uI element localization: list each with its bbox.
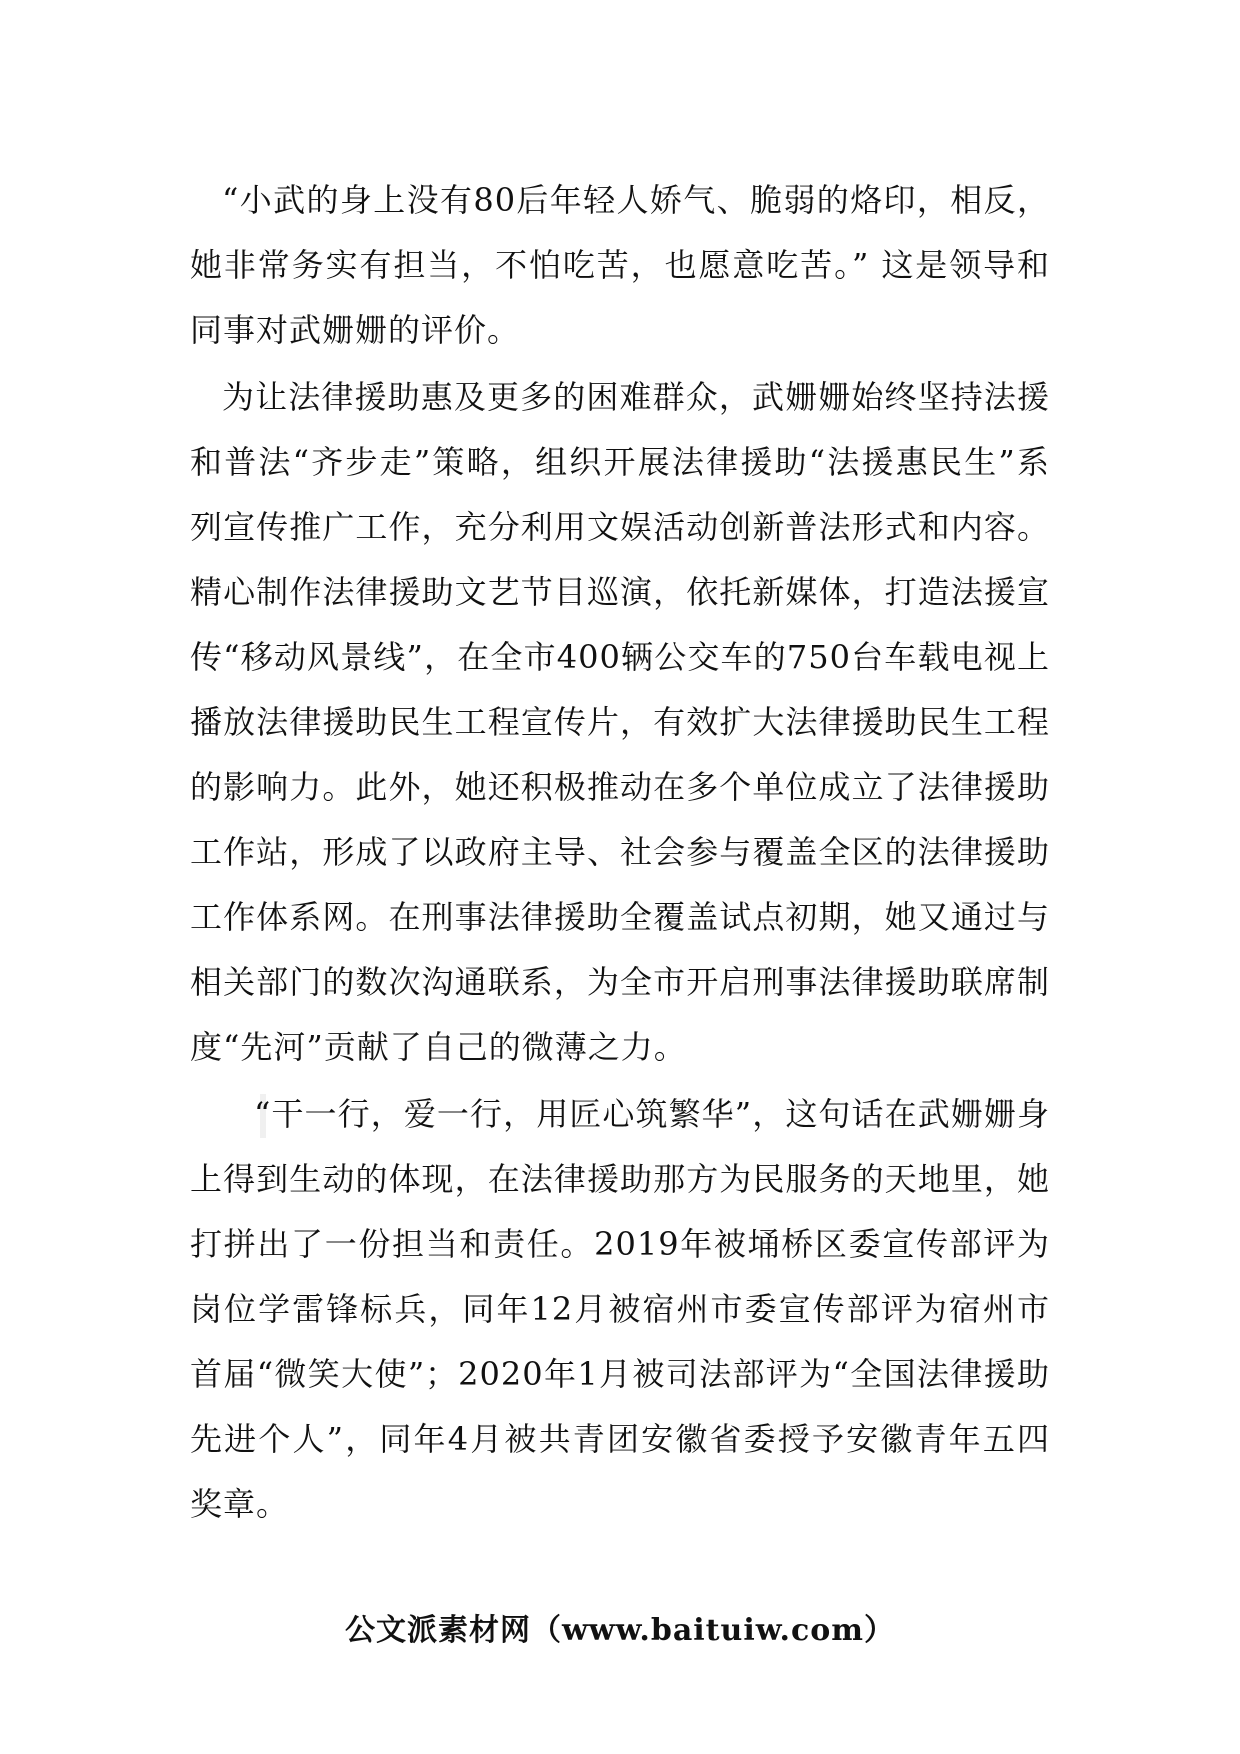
paragraph-1: “小武的身上没有80后年轻人娇气、脆弱的烙印，相反，她非常务实有担当，不怕吃苦，也愿意吃苦。” 这是领导和同事对武姗姗的评价。 [190, 181, 1050, 349]
paragraph-2: 为让法律援助惠及更多的困难群众，武姗姗始终坚持法援和普法“齐步走”策略，组织开展法律援助“法援惠民生”系列宣传推广工作，充分利用文娱活动创新普法形式和内容。精心制作法律援助文艺节目巡演，依托新媒体，打造法援宣传“移动风景线”，在全市400辆公交车的750台车载电视上播放法律援助民生工程宣传片，有效扩大法律援助民生工程的影响力。此外，她还积极推动在多个单位成立了法律援助工作站，形成了以政府主导、社会参与覆盖全区的法律援助工作体系网。在刑事法律援助全覆盖试点初期，她又通过与相关部门的数次沟通联系，为全市开启刑事法律援助联席制度“先河”贡献了自己的微薄之力。 [190, 378, 1050, 1066]
document-body [190, 168, 1050, 1537]
paragraph-3-wrapper [190, 1082, 1050, 1537]
footer-source: 公文派素材网（www.baituiw.com） [344, 1613, 896, 1648]
paragraph-3: “干一行，爱一行，用匠心筑繁华”，这句话在武姗姗身上得到生动的体现，在法律援助那方为民服务的天地里，她打拼出了一份担当和责任。2019年被埇桥区委宣传部评为岗位学雷锋标兵，同年12月被宿州市委宣传部评为宿州市首届“微笑大使”；2020年1月被司法部评为“全国法律援助先进个人”，同年4月被共青团安徽省委授予安徽青年五四奖章。 [190, 1095, 1050, 1523]
